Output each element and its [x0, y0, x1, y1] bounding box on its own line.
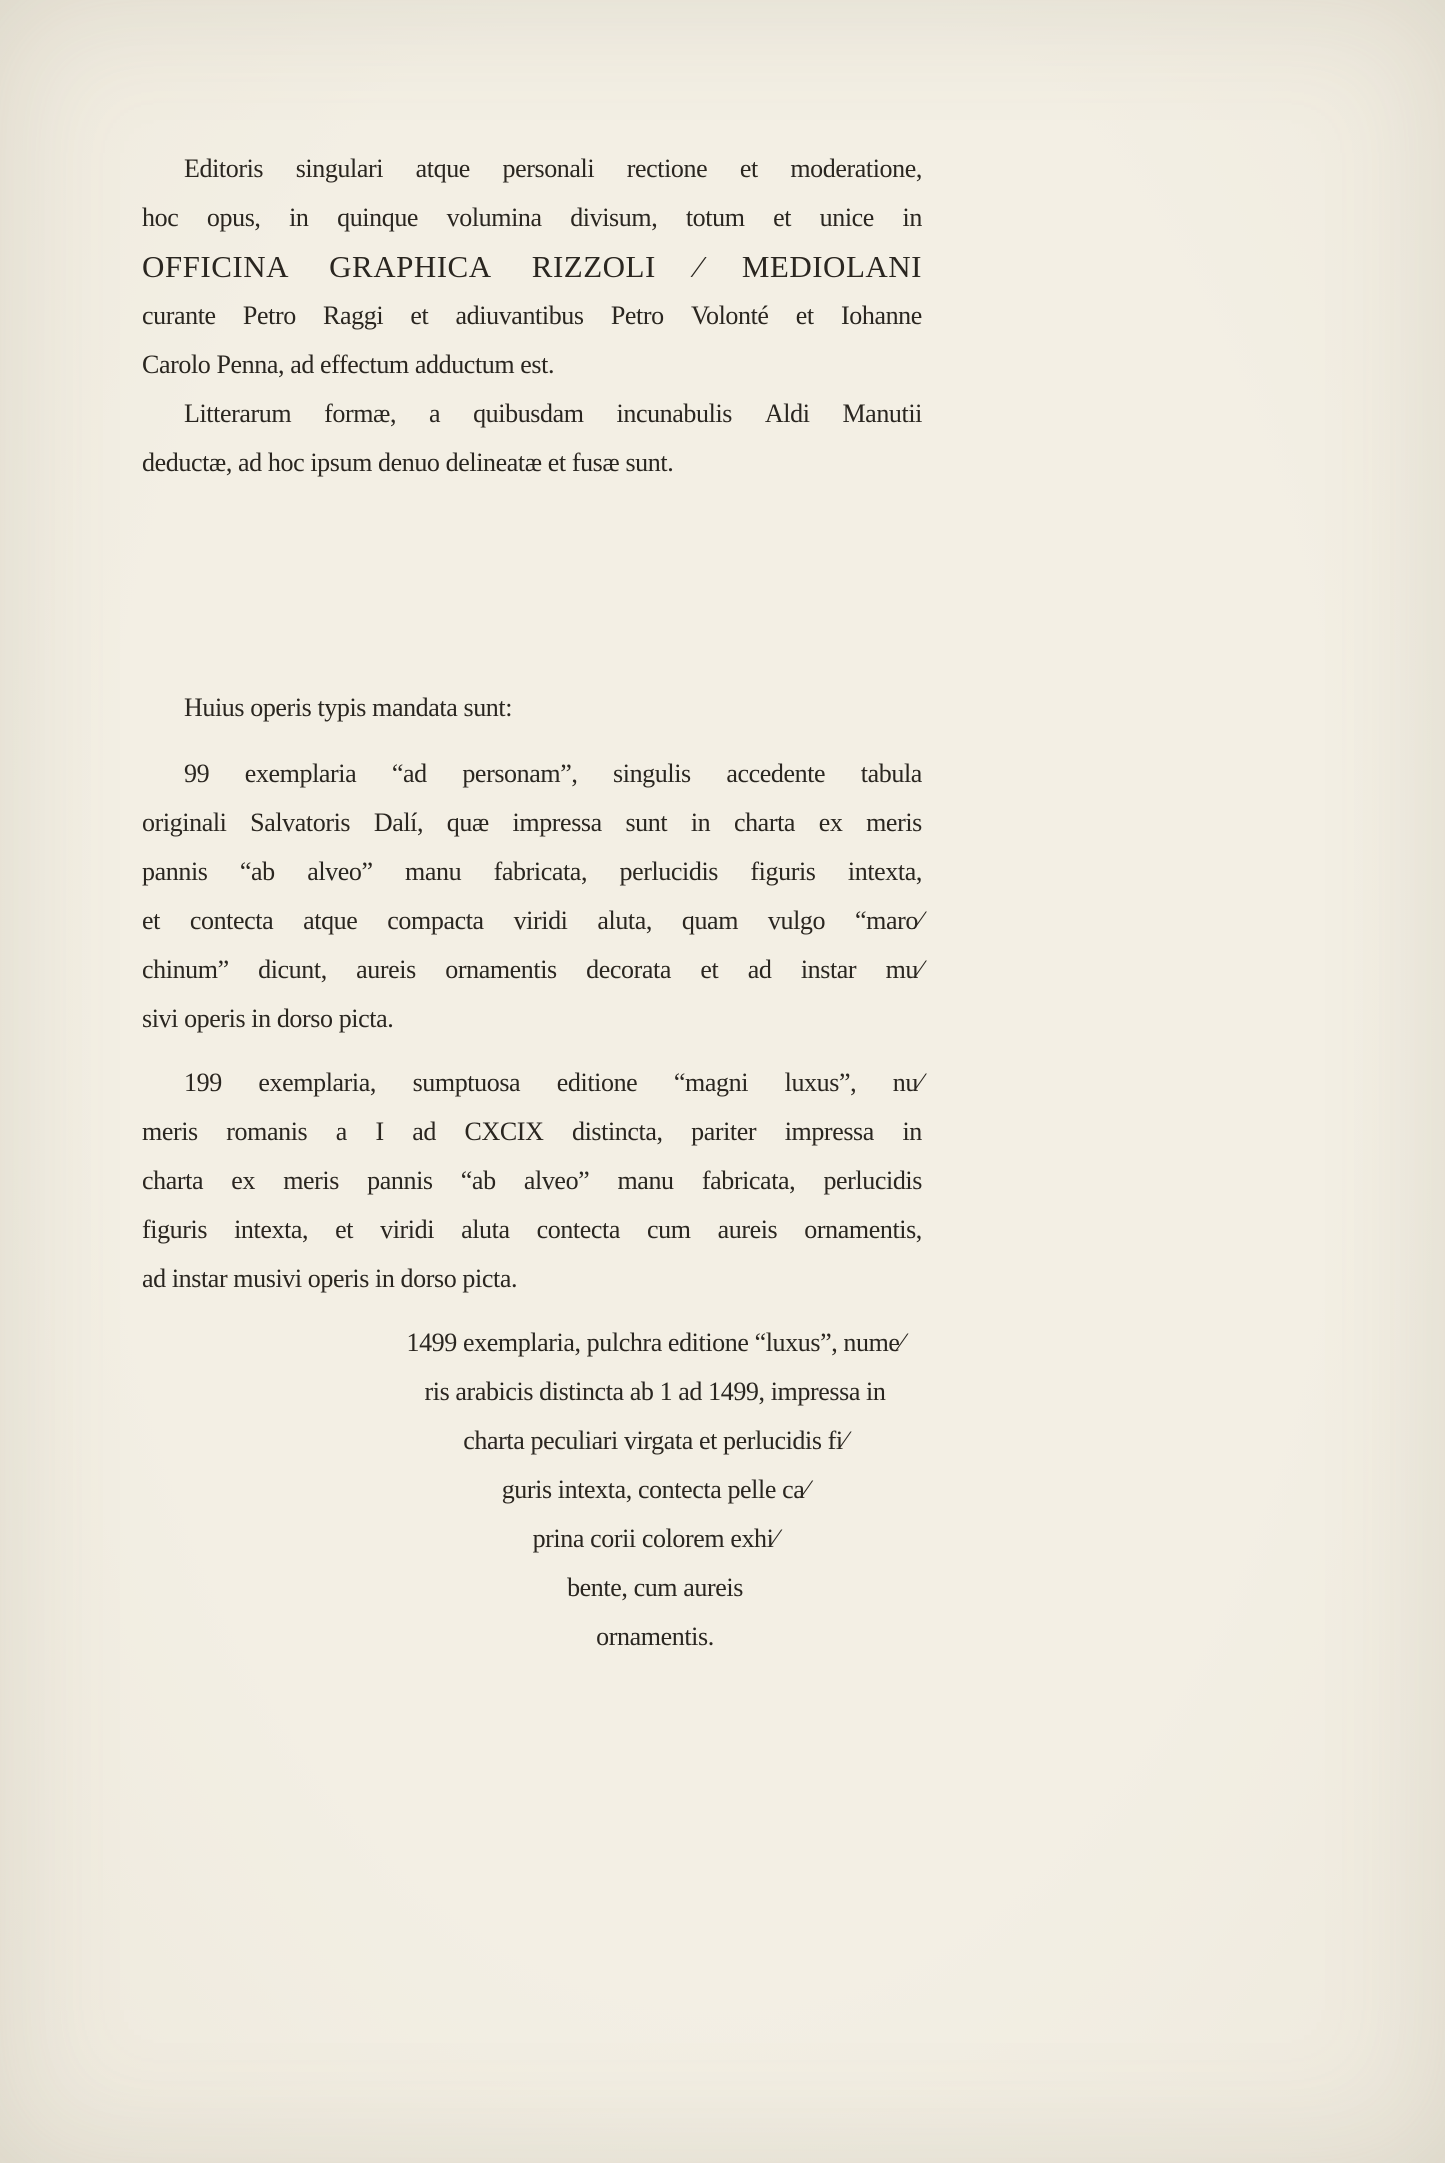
text-line: chinum” dicunt, aureis ornamentis decorata et ad instar mu⁄ [142, 955, 922, 984]
colophon-text-column [142, 144, 922, 1661]
printer-name-line: OFFICINA GRAPHICA RIZZOLI ⁄ MEDIOLANI [142, 249, 922, 284]
text-line: ad instar musivi operis in dorso picta. [142, 1264, 518, 1293]
text-line: prina corii colorem exhi⁄ [532, 1524, 778, 1553]
text-line: 99 exemplaria “ad personam”, singulis accedente tabula [184, 759, 922, 788]
text-line: originali Salvatoris Dalí, quæ impressa sunt in charta ex meris [142, 808, 922, 837]
edition-1499-paragraph [142, 1318, 1168, 1661]
text-line: deductæ, ad hoc ipsum denuo delineatæ et fusæ sunt. [142, 448, 674, 477]
edition-99-paragraph [142, 749, 922, 1043]
text-line: Litterarum formæ, a quibusdam incunabulis Aldi Manutii [184, 399, 922, 428]
text-line: figuris intexta, et viridi aluta contecta cum aureis ornamentis, [142, 1215, 922, 1244]
text-line: ris arabicis distincta ab 1 ad 1499, impressa in [424, 1377, 886, 1406]
text-line: Carolo Penna, ad effectum adductum est. [142, 350, 555, 379]
text-line: charta peculiari virgata et perlucidis fi⁄ [463, 1426, 847, 1455]
text-line: guris intexta, contecta pelle ca⁄ [501, 1475, 809, 1504]
text-line: meris romanis a I ad CXCIX distincta, pariter impressa in [142, 1117, 922, 1146]
text-line: charta ex meris pannis “ab alveo” manu fabricata, perlucidis [142, 1166, 922, 1195]
imprint-paragraph [142, 144, 922, 389]
editions-heading [142, 683, 922, 732]
text-line: 199 exemplaria, sumptuosa editione “magni luxus”, nu⁄ [184, 1068, 922, 1097]
text-line: et contecta atque compacta viridi aluta, quam vulgo “maro⁄ [142, 906, 922, 935]
heading-line: Huius operis typis mandata sunt: [184, 693, 513, 722]
text-line: 1499 exemplaria, pulchra editione “luxus”, nume⁄ [406, 1328, 904, 1357]
typeface-paragraph [142, 389, 922, 487]
text-line: hoc opus, in quinque volumina divisum, totum et unice in [142, 203, 922, 232]
text-line: bente, cum aureis [567, 1573, 743, 1602]
text-line: Editoris singulari atque personali rectione et moderatione, [184, 154, 922, 183]
text-line: pannis “ab alveo” manu fabricata, perlucidis figuris intexta, [142, 857, 922, 886]
edition-199-paragraph [142, 1058, 922, 1303]
text-line: ornamentis. [596, 1622, 714, 1651]
text-line: sivi operis in dorso picta. [142, 1004, 394, 1033]
text-line: curante Petro Raggi et adiuvantibus Petro Volonté et Iohanne [142, 301, 922, 330]
